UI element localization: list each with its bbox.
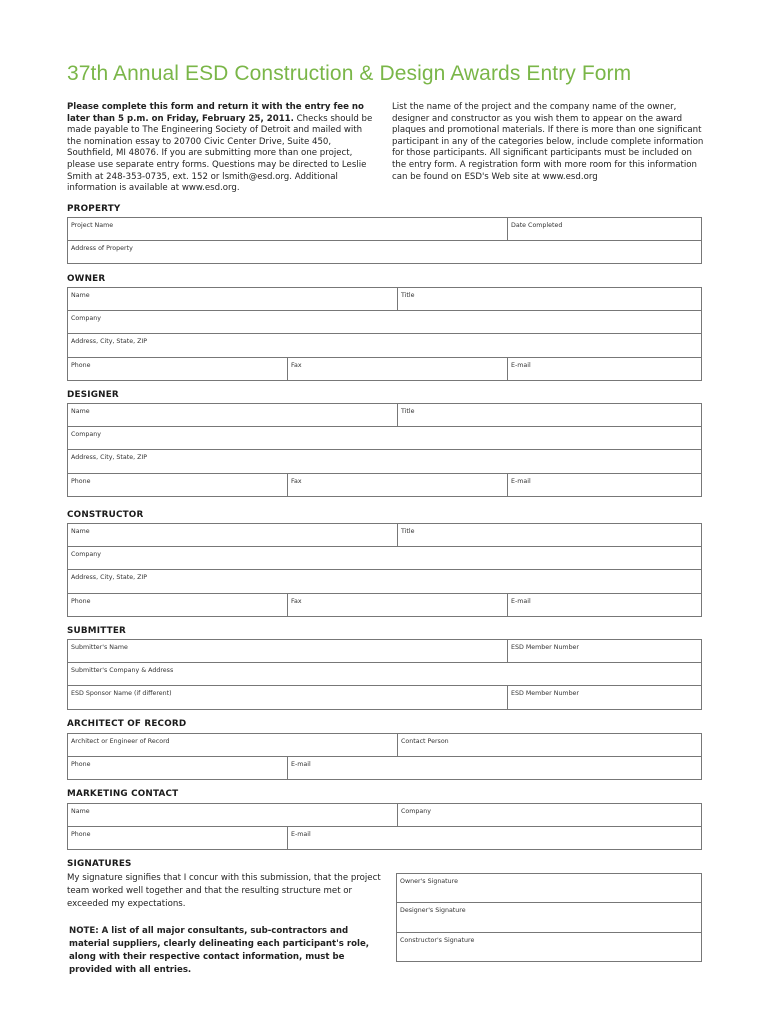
sponsor-member-number-field[interactable]: ESD Member Number (508, 686, 702, 709)
owner-table (67, 287, 702, 381)
submitter-table (67, 639, 702, 710)
property-address-field[interactable]: Address of Property (68, 241, 702, 264)
intro-details: Checks should be made payable to The Engineering Society of Detroit and mailed with the nomination essay to 20700 Civic Center Drive, Suite 450, Southfield, MI 48076. If you are submitting more than one project, please use separate entry forms. Questions may be directed to Leslie Smith at 248-353-0735, ext. 152 or lsmith@esd.org. Additional information is available at www.esd.org. (67, 113, 373, 194)
architect-email-field[interactable]: E-mail (288, 757, 702, 780)
property-table (67, 217, 702, 264)
constructor-address-field[interactable]: Address, City, State, ZIP (68, 570, 702, 593)
intro-listing-guidance: List the name of the project and the company name of the owner, designer and constructor as you wish them to appear on the award plaques and promotional materials. If there is more than one significant participant in any of the categories below, include complete information for those participants. All significant participants must be included on the entry form. A registration form with more room for this information can be found on ESD's Web site at www.esd.org (392, 102, 704, 182)
marketing-company-field[interactable]: Company (398, 804, 702, 827)
architect-phone-field[interactable]: Phone (68, 757, 288, 780)
owner-company-field[interactable]: Company (68, 311, 702, 334)
designer-title-field[interactable]: Title (398, 404, 702, 427)
submitter-heading: SUBMITTER (67, 626, 126, 636)
marketing-name-field[interactable]: Name (68, 804, 398, 827)
designer-heading: DESIGNER (67, 390, 119, 400)
marketing-table (67, 803, 702, 850)
constructor-title-field[interactable]: Title (398, 524, 702, 547)
property-heading: PROPERTY (67, 204, 121, 214)
owner-email-field[interactable]: E-mail (508, 358, 702, 381)
designer-name-field[interactable]: Name (68, 404, 398, 427)
submitter-company-address-field[interactable]: Submitter's Company & Address (68, 663, 702, 686)
form-title: 37th Annual ESD Construction & Design Awards Entry Form (67, 62, 632, 85)
owner-signature-field[interactable]: Owner's Signature (397, 874, 702, 903)
owner-heading: OWNER (67, 274, 106, 284)
designer-address-field[interactable]: Address, City, State, ZIP (68, 450, 702, 473)
designer-email-field[interactable]: E-mail (508, 474, 702, 497)
architect-field[interactable]: Architect or Engineer of Record (68, 734, 398, 757)
marketing-heading: MARKETING CONTACT (67, 789, 179, 799)
owner-phone-field[interactable]: Phone (68, 358, 288, 381)
intro-deadline: Please complete this form and return it with the entry fee no later than 5 p.m. on Friday, February 25, 2011. (67, 102, 364, 124)
designer-fax-field[interactable]: Fax (288, 474, 508, 497)
architect-contact-field[interactable]: Contact Person (398, 734, 702, 757)
submitter-name-field[interactable]: Submitter's Name (68, 640, 508, 663)
signature-table (396, 873, 702, 962)
constructor-table (67, 523, 702, 617)
intro-instructions (67, 102, 375, 195)
marketing-email-field[interactable]: E-mail (288, 827, 702, 850)
submitter-member-number-field[interactable]: ESD Member Number (508, 640, 702, 663)
designer-signature-field[interactable]: Designer's Signature (397, 903, 702, 932)
designer-company-field[interactable]: Company (68, 427, 702, 450)
sponsor-name-field[interactable]: ESD Sponsor Name (if different) (68, 686, 508, 709)
constructor-heading: CONSTRUCTOR (67, 510, 144, 520)
marketing-phone-field[interactable]: Phone (68, 827, 288, 850)
consultants-note: NOTE: A list of all major consultants, sub-contractors and material suppliers, clearly delineating each participant's role, along with their respective contact information, must be provided with all entries. (69, 926, 370, 975)
architect-table (67, 733, 702, 780)
constructor-signature-field[interactable]: Constructor's Signature (397, 933, 702, 962)
owner-fax-field[interactable]: Fax (288, 358, 508, 381)
owner-name-field[interactable]: Name (68, 288, 398, 311)
constructor-phone-field[interactable]: Phone (68, 594, 288, 617)
date-completed-field[interactable]: Date Completed (508, 218, 702, 241)
designer-table (67, 403, 702, 497)
constructor-fax-field[interactable]: Fax (288, 594, 508, 617)
owner-address-field[interactable]: Address, City, State, ZIP (68, 334, 702, 357)
constructor-name-field[interactable]: Name (68, 524, 398, 547)
signatures-heading: SIGNATURES (67, 859, 132, 869)
signature-statement: My signature signifies that I concur with this submission, that the project team worked well together and that the resulting structure met or exceeded my expectations. (67, 873, 381, 910)
project-name-field[interactable]: Project Name (68, 218, 508, 241)
constructor-company-field[interactable]: Company (68, 547, 702, 570)
architect-heading: ARCHITECT OF RECORD (67, 719, 187, 729)
owner-title-field[interactable]: Title (398, 288, 702, 311)
constructor-email-field[interactable]: E-mail (508, 594, 702, 617)
designer-phone-field[interactable]: Phone (68, 474, 288, 497)
